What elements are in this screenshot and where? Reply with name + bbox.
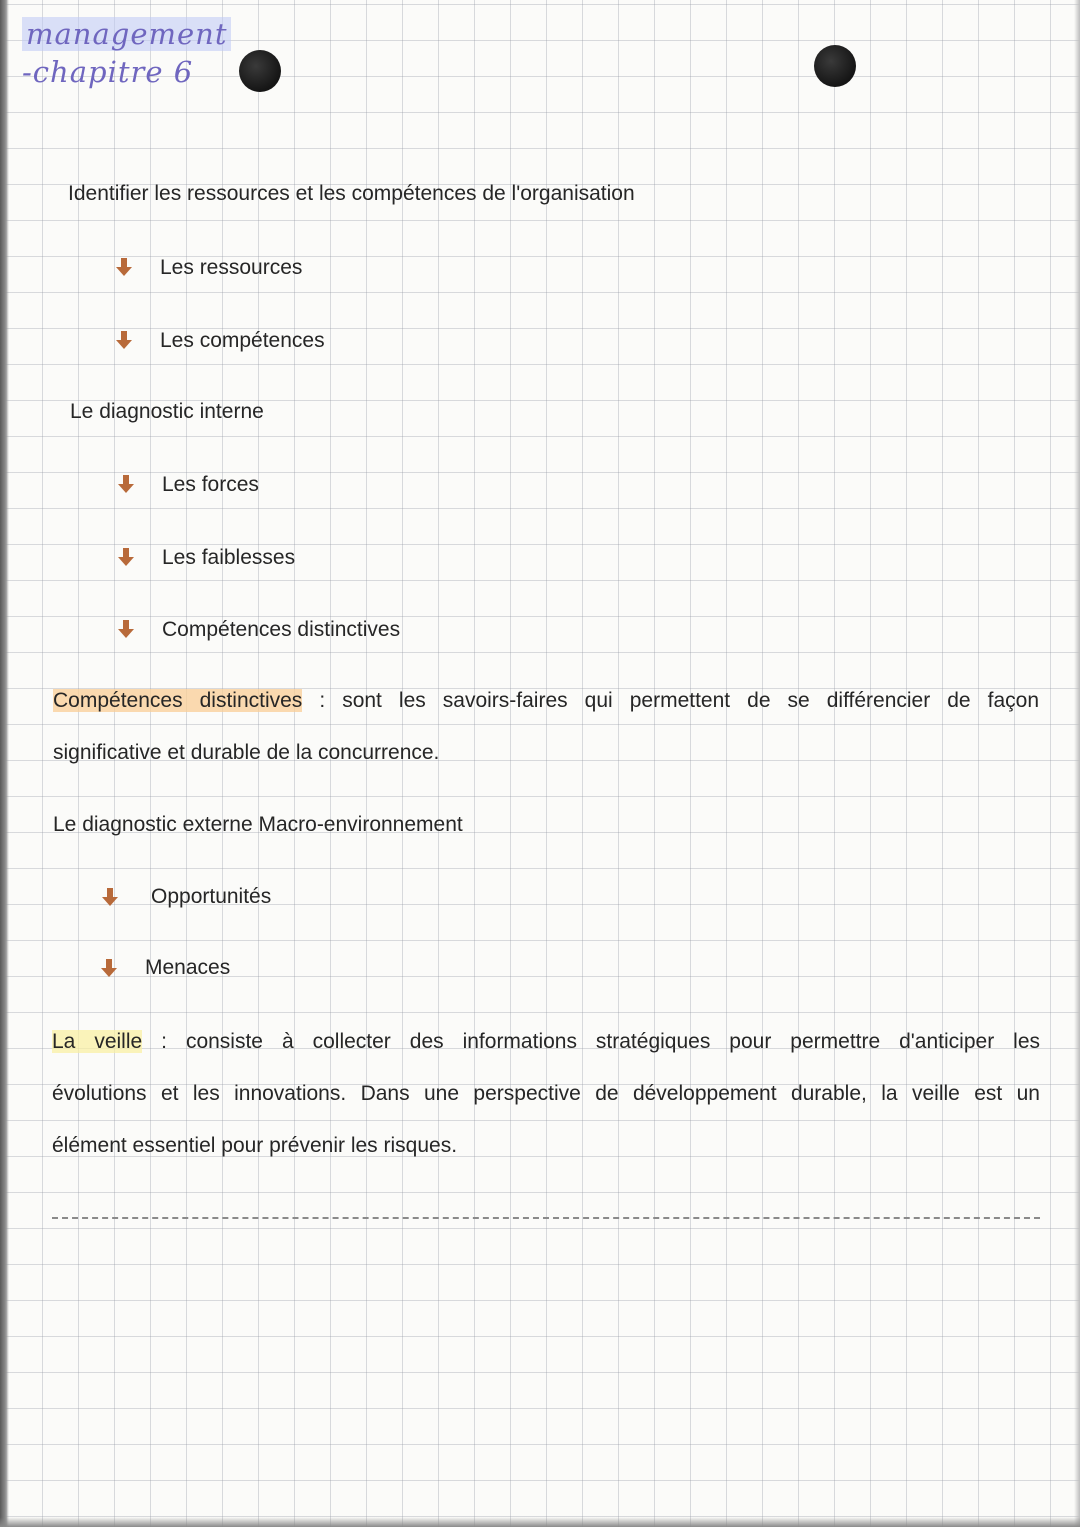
arrow-down-icon	[116, 331, 132, 349]
definition-text: : consiste à collecter des informations stratégiques pour permettre d'anticiper les	[142, 1030, 1040, 1053]
arrow-down-icon	[118, 475, 134, 493]
list-item: Les faiblesses	[162, 546, 296, 569]
definition-veille	[52, 1027, 1040, 1183]
handwritten-title: management	[22, 17, 231, 51]
dashed-separator	[52, 1217, 1040, 1219]
arrow-down-icon	[102, 888, 118, 906]
section-title-resources: Identifier les ressources et les compétences de l'organisation	[68, 182, 635, 205]
arrow-down-icon	[116, 258, 132, 276]
handwritten-chapter: -chapitre 6	[22, 55, 194, 89]
list-item: Menaces	[145, 956, 231, 979]
section-title-external-diagnosis: Le diagnostic externe Macro-environnement	[53, 813, 463, 836]
definition-line	[52, 1027, 1040, 1079]
page-bottom-edge	[0, 1517, 1080, 1527]
definition-line: significative et durable de la concurrence.	[53, 741, 440, 764]
punch-hole-right	[814, 45, 856, 87]
section-title-internal-diagnosis: Le diagnostic interne	[70, 400, 264, 423]
highlighted-term: Compétences distinctives	[53, 689, 303, 712]
arrow-down-icon	[101, 959, 117, 977]
punch-hole-left	[239, 50, 281, 92]
definition-line: évolutions et les innovations. Dans une perspective de développement durable, la veille est un	[52, 1082, 1040, 1105]
arrow-down-icon	[118, 620, 134, 638]
list-item: Les compétences	[160, 329, 325, 352]
page-right-edge	[1074, 0, 1080, 1527]
list-item: Opportunités	[151, 885, 272, 908]
definition-line: élément essentiel pour prévenir les risques.	[52, 1134, 458, 1157]
list-item: Compétences distinctives	[162, 618, 401, 641]
definition-distinctive-competences	[53, 686, 1039, 790]
definition-line	[53, 686, 1039, 738]
list-item: Les forces	[162, 473, 259, 496]
highlighted-term: La veille	[52, 1030, 143, 1053]
arrow-down-icon	[118, 548, 134, 566]
page-left-edge	[0, 0, 9, 1527]
definition-text: : sont les savoirs-faires qui permettent de se différencier de façon	[302, 689, 1040, 712]
list-item: Les ressources	[160, 256, 303, 279]
